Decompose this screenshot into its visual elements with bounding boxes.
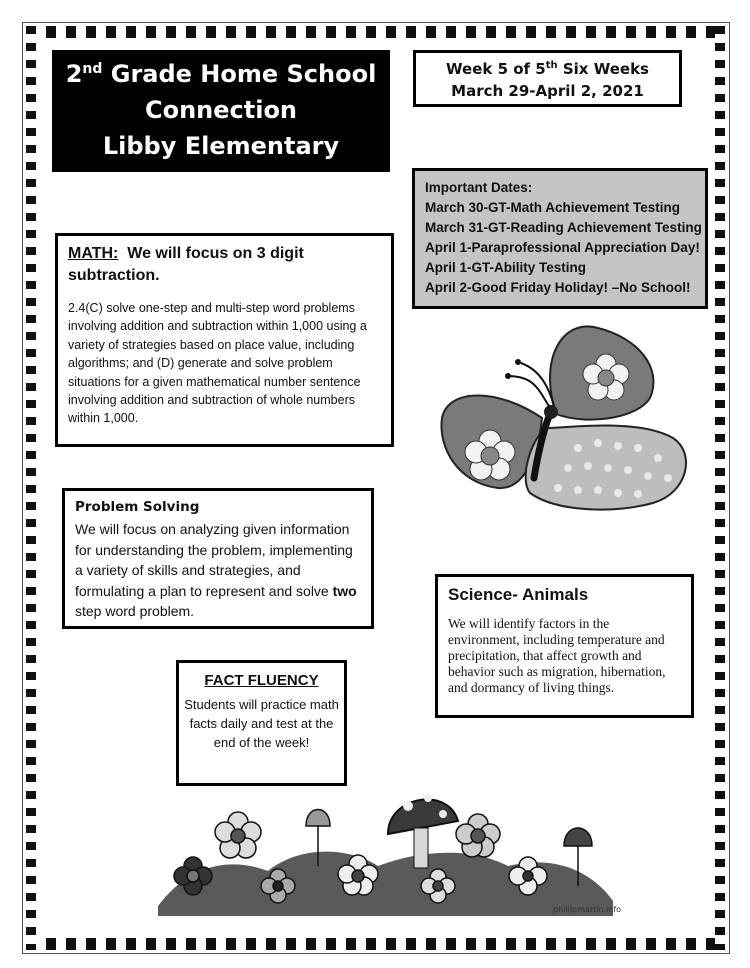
image-credit: phillipmartin.info [553,905,622,914]
week-date-range: March 29-April 2, 2021 [451,82,644,100]
checkered-border-right [715,26,725,950]
math-heading: MATH: We will focus on 3 digit subtraction. [68,245,309,284]
checkered-border-bottom [26,938,726,950]
date-item: April 1-Paraprofessional Appreciation Day! [425,240,700,255]
problem-solving-body: We will focus on analyzing given information for understanding the problem, implementing a variety of skills and strategies, and formulating a plan to represent and solve two step word problem. [75,521,357,619]
fact-fluency-body: Students will practice math facts daily and test at the end of the week! [184,697,339,750]
math-section [55,233,394,447]
title-line-2: Connection [144,96,298,124]
title-line-3: Libby Elementary [102,132,340,160]
important-dates-box [412,168,708,309]
science-section [435,574,694,718]
date-item: March 31-GT-Reading Achievement Testing [425,220,702,235]
math-body: 2.4(C) solve one-step and multi-step word problems involving addition and subtraction within 1,000 using a variety of strategies based on place value, including algorithms; and (D) generate and solve problem situations for a given mathematical number sentence involving addition and subtraction of whole numbers within 1,000. [68,301,367,426]
flower-garden-illustration [148,776,618,926]
science-heading: Science- Animals [448,585,589,604]
date-item: March 30-GT-Math Achievement Testing [425,200,681,215]
problem-solving-section [62,488,374,629]
problem-solving-heading: Problem Solving [75,499,200,515]
date-item: April 1-GT-Ability Testing [425,260,587,275]
science-body: We will identify factors in the environment, including temperature and precipitation, that affect growth and behavior such as migration, hibernation, and dormancy of living things. [448,616,666,695]
fact-fluency-section [176,660,347,786]
date-item: April 2-Good Friday Holiday! –No School! [425,280,691,295]
math-label: MATH: [68,245,119,262]
butterfly-illustration [438,318,698,518]
checkered-border-top [26,26,726,38]
checkered-border-left [26,26,36,950]
newsletter-title [52,50,390,172]
week-box [413,50,682,107]
fact-fluency-heading: FACT FLUENCY [204,672,319,689]
week-line-1: Week 5 of 5th Six Weeks [446,60,649,78]
important-dates-heading: Important Dates: [425,180,533,195]
title-line-1: 2nd Grade Home School [65,60,377,88]
